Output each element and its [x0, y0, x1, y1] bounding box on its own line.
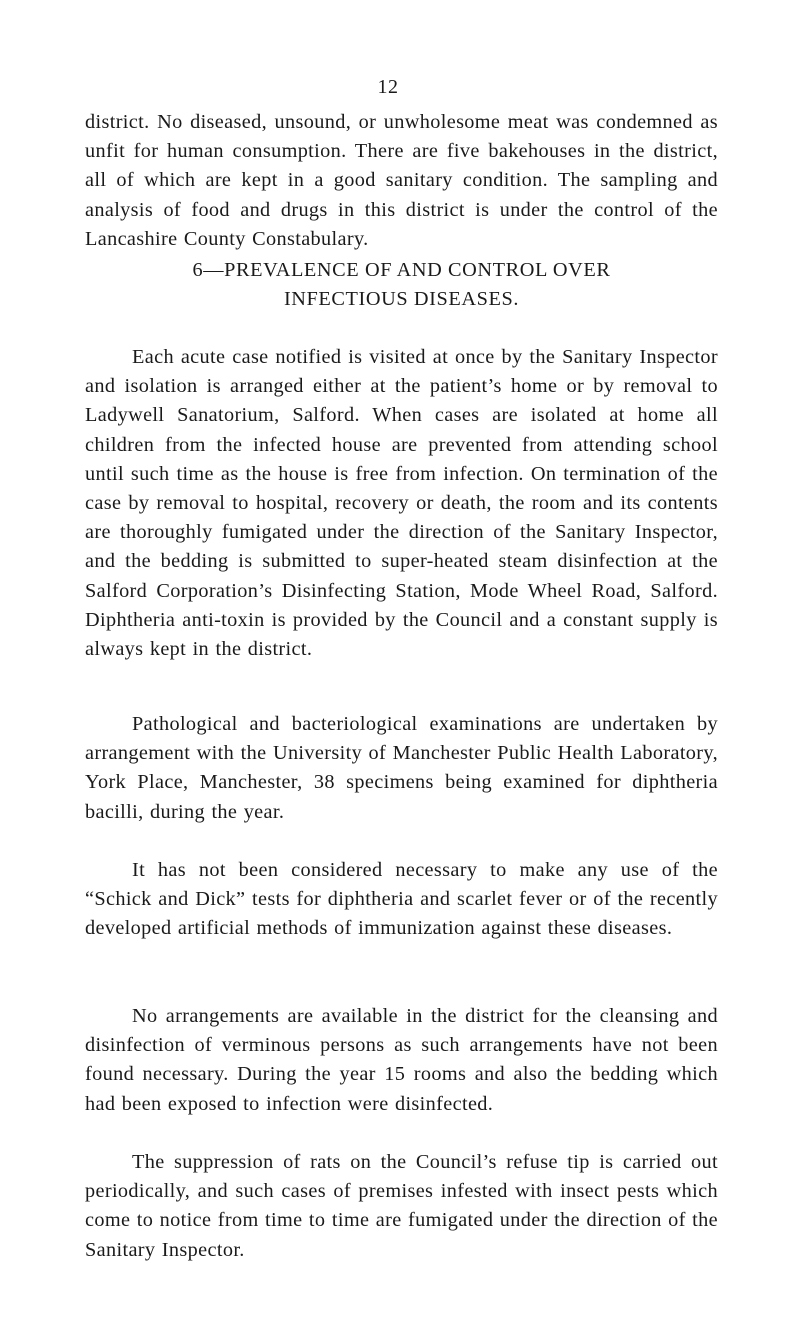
paragraph-isolation: Each acute case notified is visited at once by the Sanitary Inspector and isolation is arranged either at the patient’s home or by removal to Ladywell Sanatorium, Salford. When cases are isolated at home all children from the infected house are prevented from attending school until such time as the house is free from infection. On termination of the case by removal to hospital, recovery or death, the room and its contents are thoroughly fumigated under the direction of the Sanitary Inspector, and the bedding is submitted to super-heated steam disinfection at the Salford Corporation’s Disinfecting Station, Mode Wheel Road, Salford. Diphtheria anti-toxin is provided by the Council and a constant supply is always kept in the district. — [85, 346, 718, 661]
section-heading — [85, 256, 718, 314]
paragraph-pathology: Pathological and bacteriological examinations are undertaken by arrangement with the University of Manchester Public Health Laboratory, York Place, Manchester, 38 specimens being examined for diphtheria bacilli, during the year. — [85, 713, 718, 823]
section-heading-line-2: INFECTIOUS DISEASES. — [283, 288, 520, 311]
paragraph-disinfection: No arrangements are available in the district for the cleansing and disinfection of verminous persons as such arrangements have not been found necessary. During the year 15 rooms and also the bedding which had been exposed to infection were disinfected. — [85, 1005, 718, 1115]
paragraph-rats: The suppression of rats on the Council’s refuse tip is carried out periodically, and such cases of premises infested with insect pests which come to notice from time to time are fumigated under the direction of the Sanitary Inspector. — [85, 1151, 718, 1261]
paragraph-food-inspection: district. No diseased, unsound, or unwholesome meat was condemned as unfit for human consumption. There are five bakehouses in the district, all of which are kept in a good sanitary condition. The sampling and analysis of food and drugs in this district is under the control of the Lancashire County Constabulary. — [85, 111, 718, 250]
section-heading-line-1: 6—PREVALENCE OF AND CONTROL OVER — [192, 259, 611, 281]
paragraph-immunization: It has not been considered necessary to make any use of the “Schick and Dick” tests for diphtheria and scarlet fever or of the recently developed artificial methods of immunization against these diseases. — [85, 859, 718, 940]
page-number: 12 — [377, 76, 399, 98]
